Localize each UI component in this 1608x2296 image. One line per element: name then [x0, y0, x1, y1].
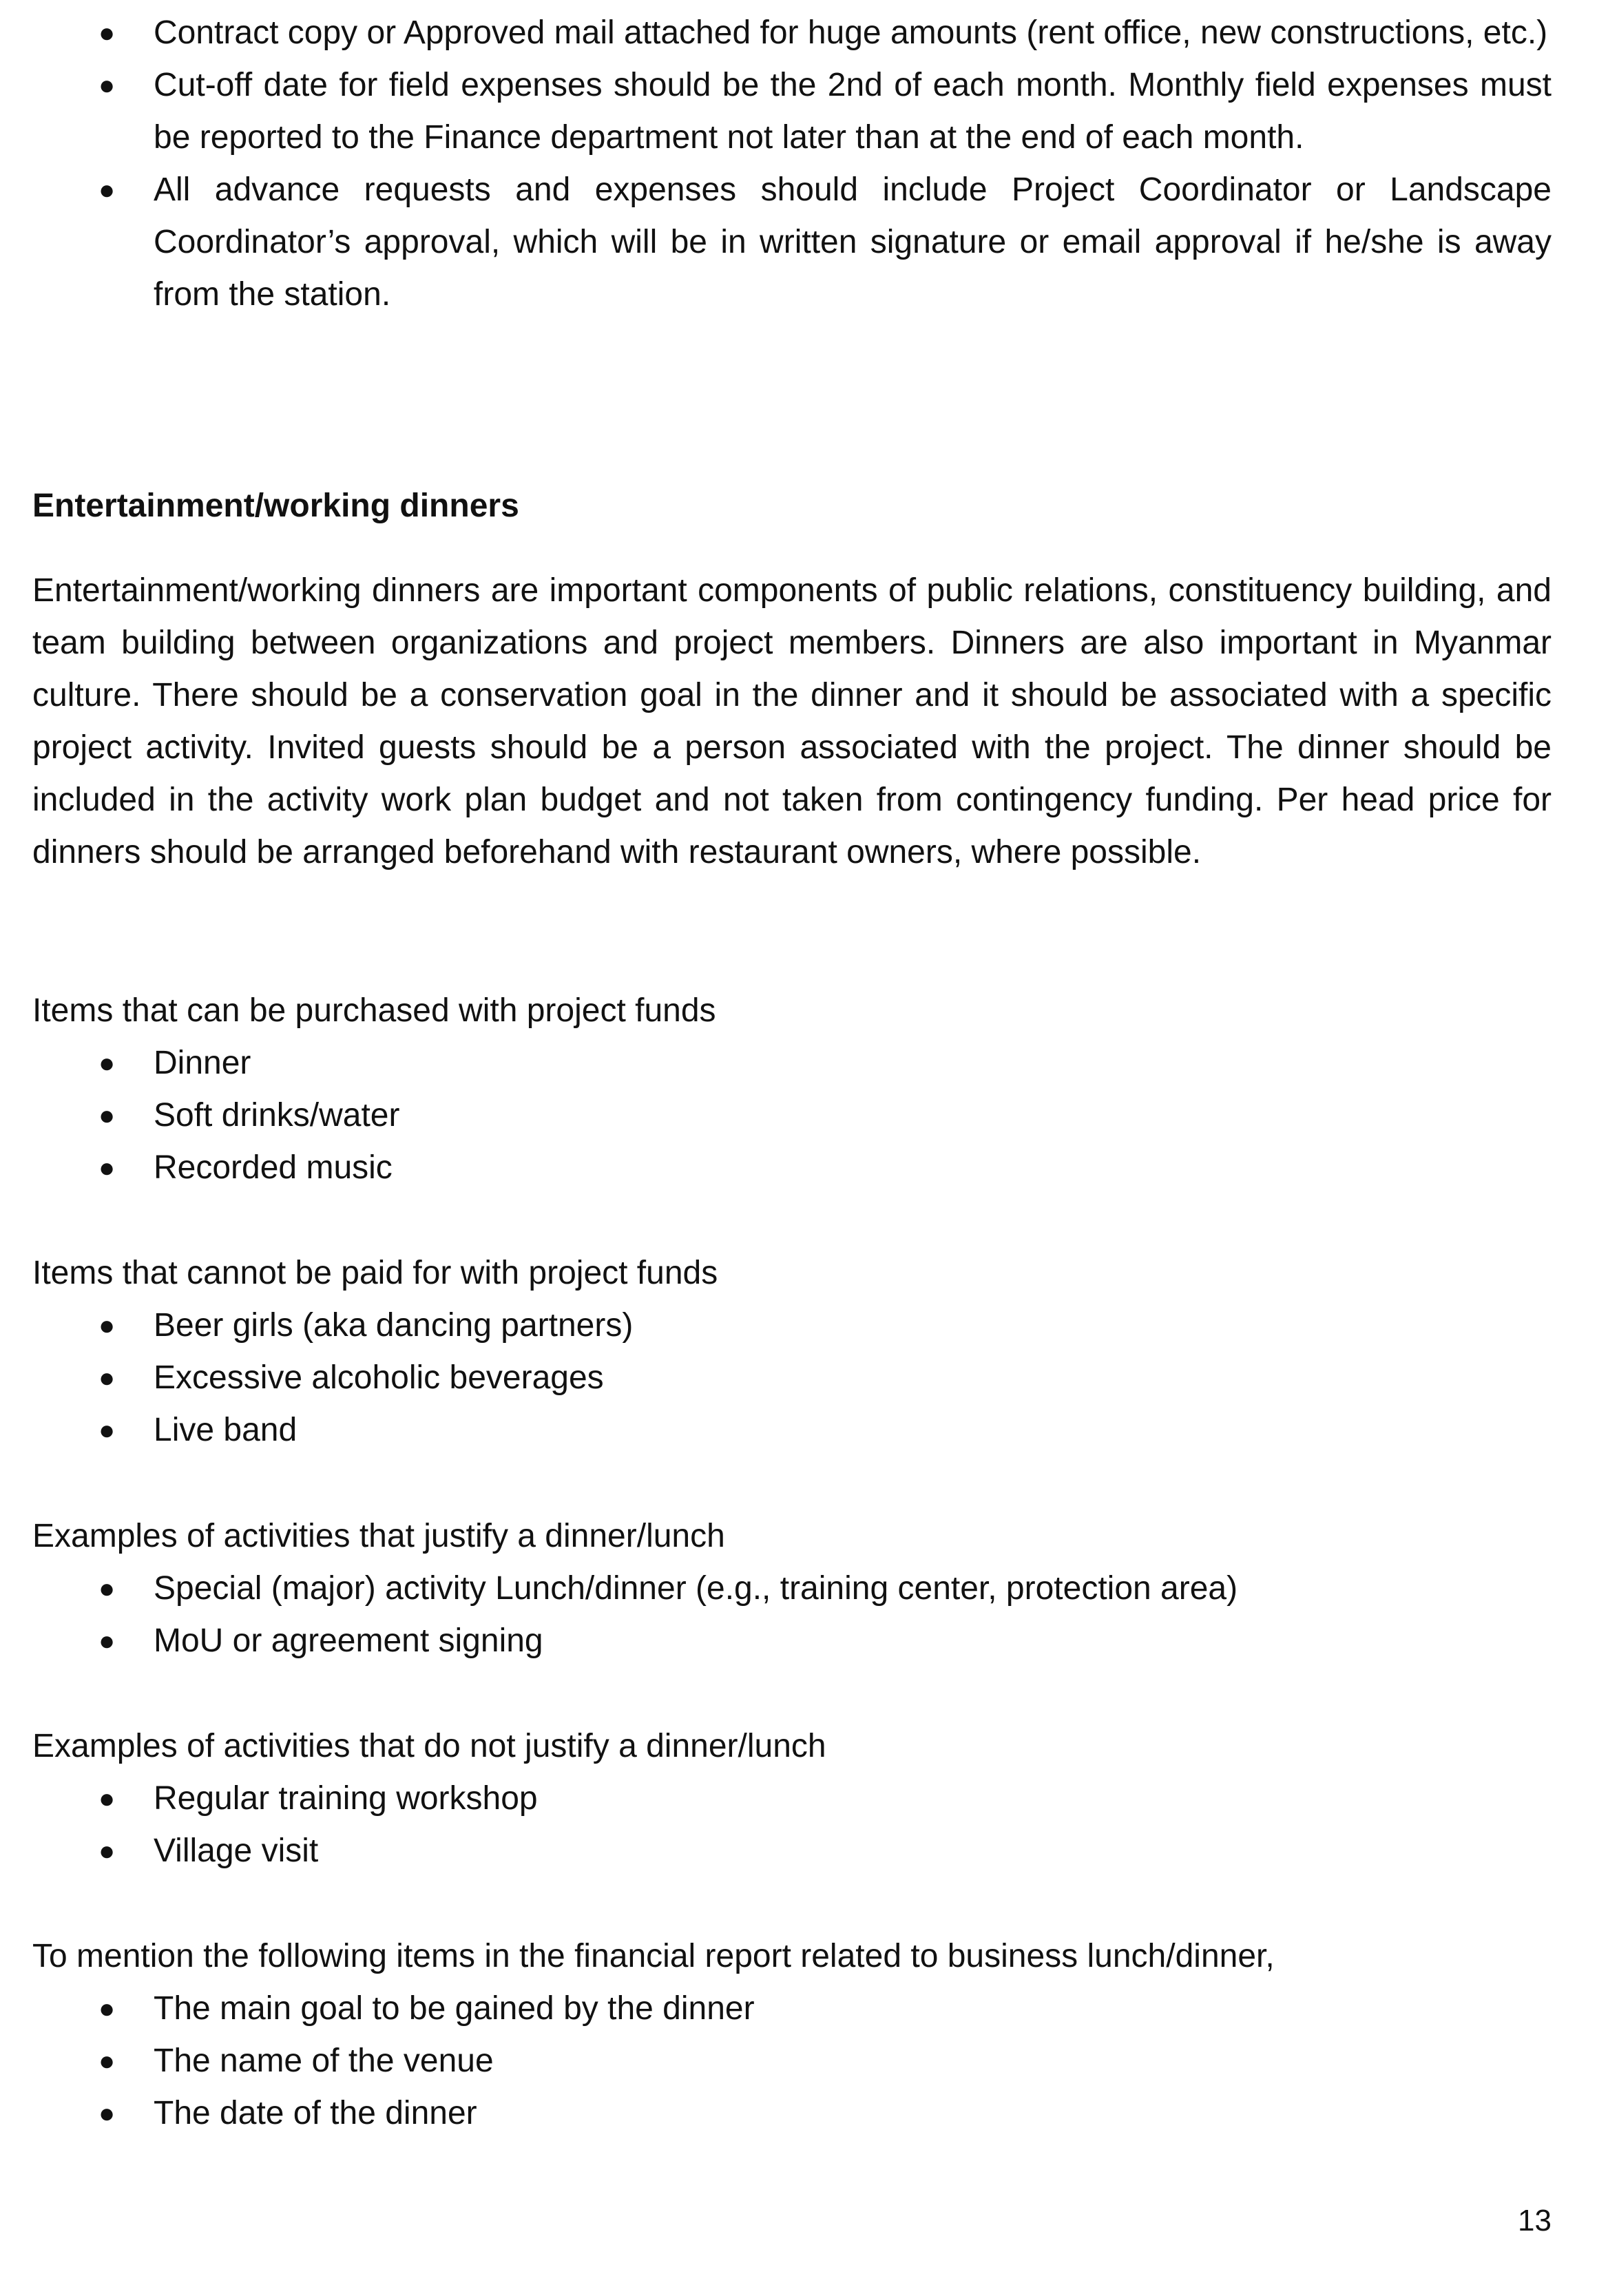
bullet-icon: ●	[98, 175, 116, 205]
bullet-icon: ●	[98, 1574, 116, 1604]
bullet-icon: ●	[98, 1784, 116, 1814]
bullet-list	[32, 1773, 1552, 1877]
list-item: ● Excessive alcoholic beverages	[32, 1352, 1552, 1404]
list-item: ● Cut-off date for field expenses should be the 2nd of each month. Monthly field expenses must be reported to the Finance department not later than at the end of each month.	[32, 59, 1552, 164]
list-item: ● Beer girls (aka dancing partners)	[32, 1300, 1552, 1352]
bullet-icon: ●	[98, 18, 116, 48]
list-item: ● The main goal to be gained by the dinner	[32, 1983, 1552, 2035]
bullet-list	[32, 1983, 1552, 2140]
bullet-icon: ●	[98, 1363, 116, 1393]
list-item: ● Regular training workshop	[32, 1773, 1552, 1825]
bullet-icon: ●	[98, 1415, 116, 1446]
bullet-icon: ●	[98, 2098, 116, 2129]
list-item: ● Contract copy or Approved mail attached for huge amounts (rent office, new constructions, etc.)	[32, 7, 1552, 59]
page-number: 13	[1518, 2204, 1552, 2237]
list-intro: Examples of activities that justify a dinner/lunch	[32, 1518, 725, 1554]
list-item: ● Live band	[32, 1404, 1552, 1457]
list-intro: Items that cannot be paid for with project funds	[32, 1255, 718, 1291]
bullet-icon: ●	[98, 1311, 116, 1341]
list-block-justify	[32, 1510, 1552, 1667]
list-item: ● Soft drinks/water	[32, 1089, 1552, 1142]
list-block-not-justify	[32, 1720, 1552, 1877]
list-intro: Items that can be purchased with project funds	[32, 992, 716, 1029]
bullet-icon: ●	[98, 70, 116, 101]
list-intro: Examples of activities that do not justify a dinner/lunch	[32, 1728, 826, 1764]
list-item: ● Recorded music	[32, 1142, 1552, 1194]
list-item: ● The date of the dinner	[32, 2087, 1552, 2140]
list-item: ● MoU or agreement signing	[32, 1615, 1552, 1667]
bullet-list	[32, 1563, 1552, 1667]
bullet-icon: ●	[98, 1836, 116, 1866]
bullet-icon: ●	[98, 1153, 116, 1183]
list-block-not-allowed	[32, 1247, 1552, 1457]
bullet-icon: ●	[98, 1100, 116, 1131]
bullet-icon: ●	[98, 1626, 116, 1656]
bullet-icon: ●	[98, 1994, 116, 2024]
top-bullet-list	[32, 7, 1552, 321]
bullet-list	[32, 1300, 1552, 1457]
list-item: ● Dinner	[32, 1037, 1552, 1089]
list-item: ● Village visit	[32, 1825, 1552, 1877]
list-item: ● The name of the venue	[32, 2035, 1552, 2087]
bullet-icon: ●	[98, 1048, 116, 1078]
list-intro: To mention the following items in the financial report related to business lunch/dinner,	[32, 1938, 1275, 1974]
bullet-list	[32, 1037, 1552, 1194]
section-heading: Entertainment/working dinners	[32, 488, 519, 524]
list-item: ● Special (major) activity Lunch/dinner (e.g., training center, protection area)	[32, 1563, 1552, 1615]
bullet-icon: ●	[98, 2046, 116, 2076]
section-paragraph: Entertainment/working dinners are important components of public relations, constituency building, and team building between organizations and project members. Dinners are also important in Myanmar culture. There should be a conservation goal in the dinner and it should be associated with a specific project activity. Invited guests should be a person associated with the project. The dinner should be included in the activity work plan budget and not taken from contingency funding. Per head price for dinners should be arranged beforehand with restaurant owners, where possible.	[32, 572, 1552, 870]
list-block-allowed	[32, 985, 1552, 1194]
list-item: ● All advance requests and expenses should include Project Coordinator or Landscape Coordinator’s approval, which will be in written signature or email approval if he/she is away from the station.	[32, 164, 1552, 321]
list-block-report-items	[32, 1930, 1552, 2140]
